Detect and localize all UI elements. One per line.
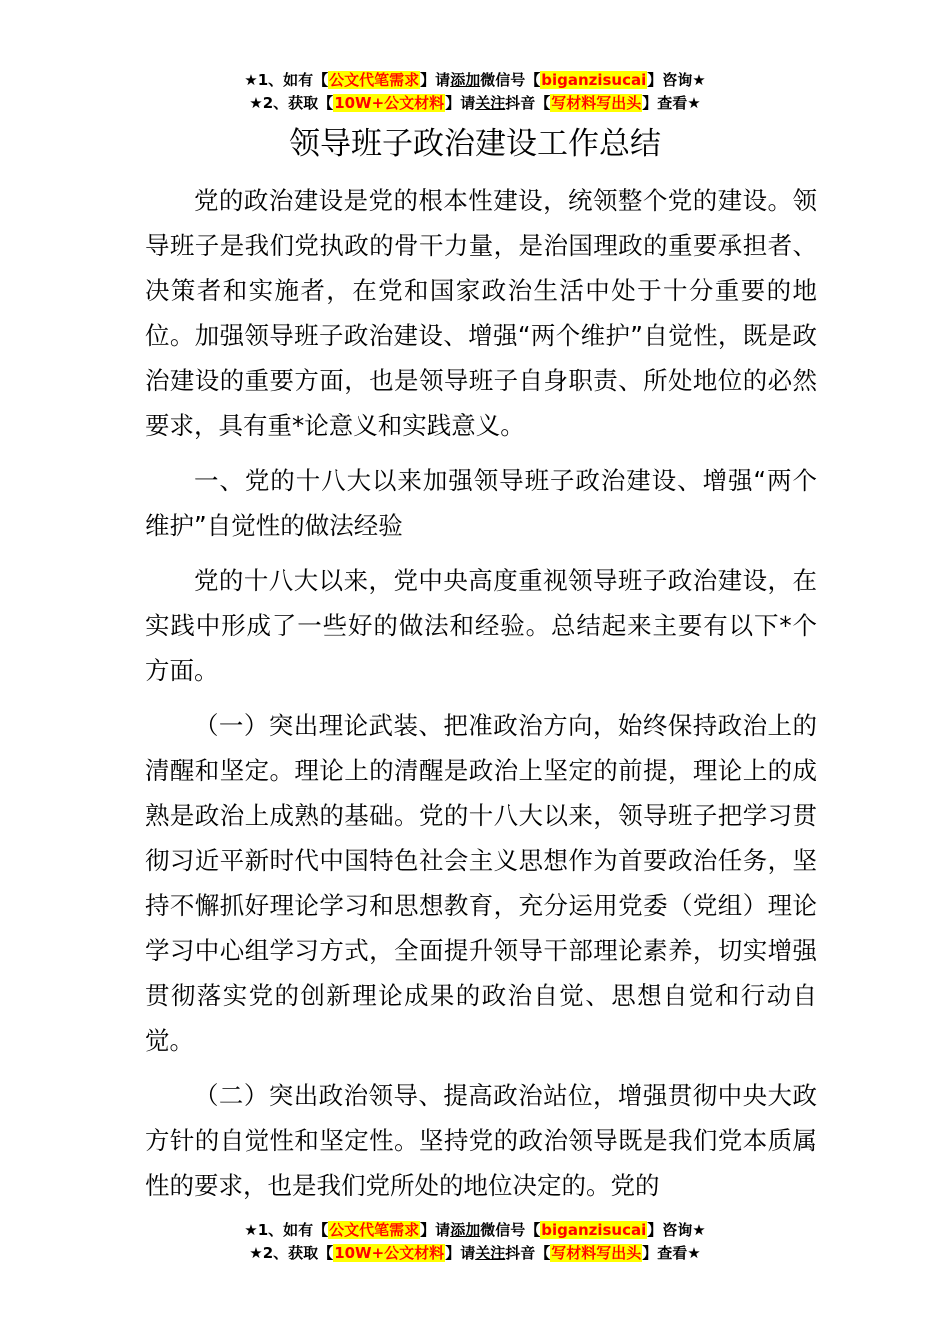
promo-highlight: 写材料写出头 — [551, 1244, 642, 1262]
promo-text: 】请 — [420, 71, 451, 89]
promo-highlight: 公文代笔需求 — [329, 71, 420, 89]
promo-emphasis: 添加 — [450, 71, 481, 89]
promo-highlight: 公文代笔需求 — [329, 1221, 420, 1239]
promo-highlight: biganzisucai — [541, 71, 647, 89]
promo-line-2 — [0, 1242, 950, 1265]
promo-text: 】请 — [420, 1221, 451, 1239]
promo-text: 抖音【 — [505, 94, 551, 112]
promo-text: 】请 — [445, 1244, 476, 1262]
paragraph: 党的政治建设是党的根本性建设，统领整个党的建设。领导班子是我们党执政的骨干力量，是治国理政的重要承担者、决策者和实施者，在党和国家政治生活中处于十分重要的地位。加强领导班子政治建设、增强“两个维护”自觉性，既是政治建设的重要方面，也是领导班子自身职责、所处地位的必然要求，具有重*论意义和实践意义。 — [145, 186, 817, 440]
promo-text: ★2、获取【 — [249, 94, 334, 112]
promo-emphasis: 添加 — [450, 1221, 481, 1239]
promo-text: 微信号【 — [480, 1221, 541, 1239]
promo-highlight: 写材料写出头 — [551, 94, 642, 112]
paragraph: （二）突出政治领导、提高政治站位，增强贯彻中央大政方针的自觉性和坚定性。坚持党的政治领导既是我们党本质属性的要求，也是我们党所处的地位决定的。党的 — [145, 1081, 817, 1200]
promo-text: ★1、如有【 — [244, 1221, 329, 1239]
promo-line-1 — [0, 1219, 950, 1242]
promo-text: 抖音【 — [505, 1244, 551, 1262]
document-body — [145, 178, 817, 1218]
promo-text: 】咨询★ — [647, 1221, 706, 1239]
promo-text: 】咨询★ — [647, 71, 706, 89]
promo-banner-top — [0, 69, 950, 115]
promo-text: 】查看★ — [642, 94, 701, 112]
promo-emphasis: 关注 — [475, 1244, 506, 1262]
paragraph: 党的十八大以来，党中央高度重视领导班子政治建设，在实践中形成了一些好的做法和经验。总结起来主要有以下*个方面。 — [145, 566, 817, 685]
promo-text: 】请 — [445, 94, 476, 112]
document-title: 领导班子政治建设工作总结 — [289, 126, 661, 162]
promo-banner-bottom — [0, 1219, 950, 1265]
promo-highlight: 10W+公文材料 — [334, 94, 445, 112]
promo-text: 】查看★ — [642, 1244, 701, 1262]
promo-text: ★1、如有【 — [244, 71, 329, 89]
promo-highlight: biganzisucai — [541, 1221, 647, 1239]
section-heading: 一、党的十八大以来加强领导班子政治建设、增强“两个维护”自觉性的做法经验 — [145, 466, 817, 540]
promo-text: ★2、获取【 — [249, 1244, 334, 1262]
promo-text: 微信号【 — [480, 71, 541, 89]
promo-highlight: 10W+公文材料 — [334, 1244, 445, 1262]
paragraph: （一）突出理论武装、把准政治方向，始终保持政治上的清醒和坚定。理论上的清醒是政治上坚定的前提，理论上的成熟是政治上成熟的基础。党的十八大以来，领导班子把学习贯彻习近平新时代中国特色社会主义思想作为首要政治任务，坚持不懈抓好理论学习和思想教育，充分运用党委（党组）理论学习中心组学习方式，全面提升领导干部理论素养，切实增强贯彻落实党的创新理论成果的政治自觉、思想自觉和行动自觉。 — [145, 711, 817, 1055]
promo-line-2 — [0, 92, 950, 115]
promo-line-1 — [0, 69, 950, 92]
promo-emphasis: 关注 — [475, 94, 506, 112]
